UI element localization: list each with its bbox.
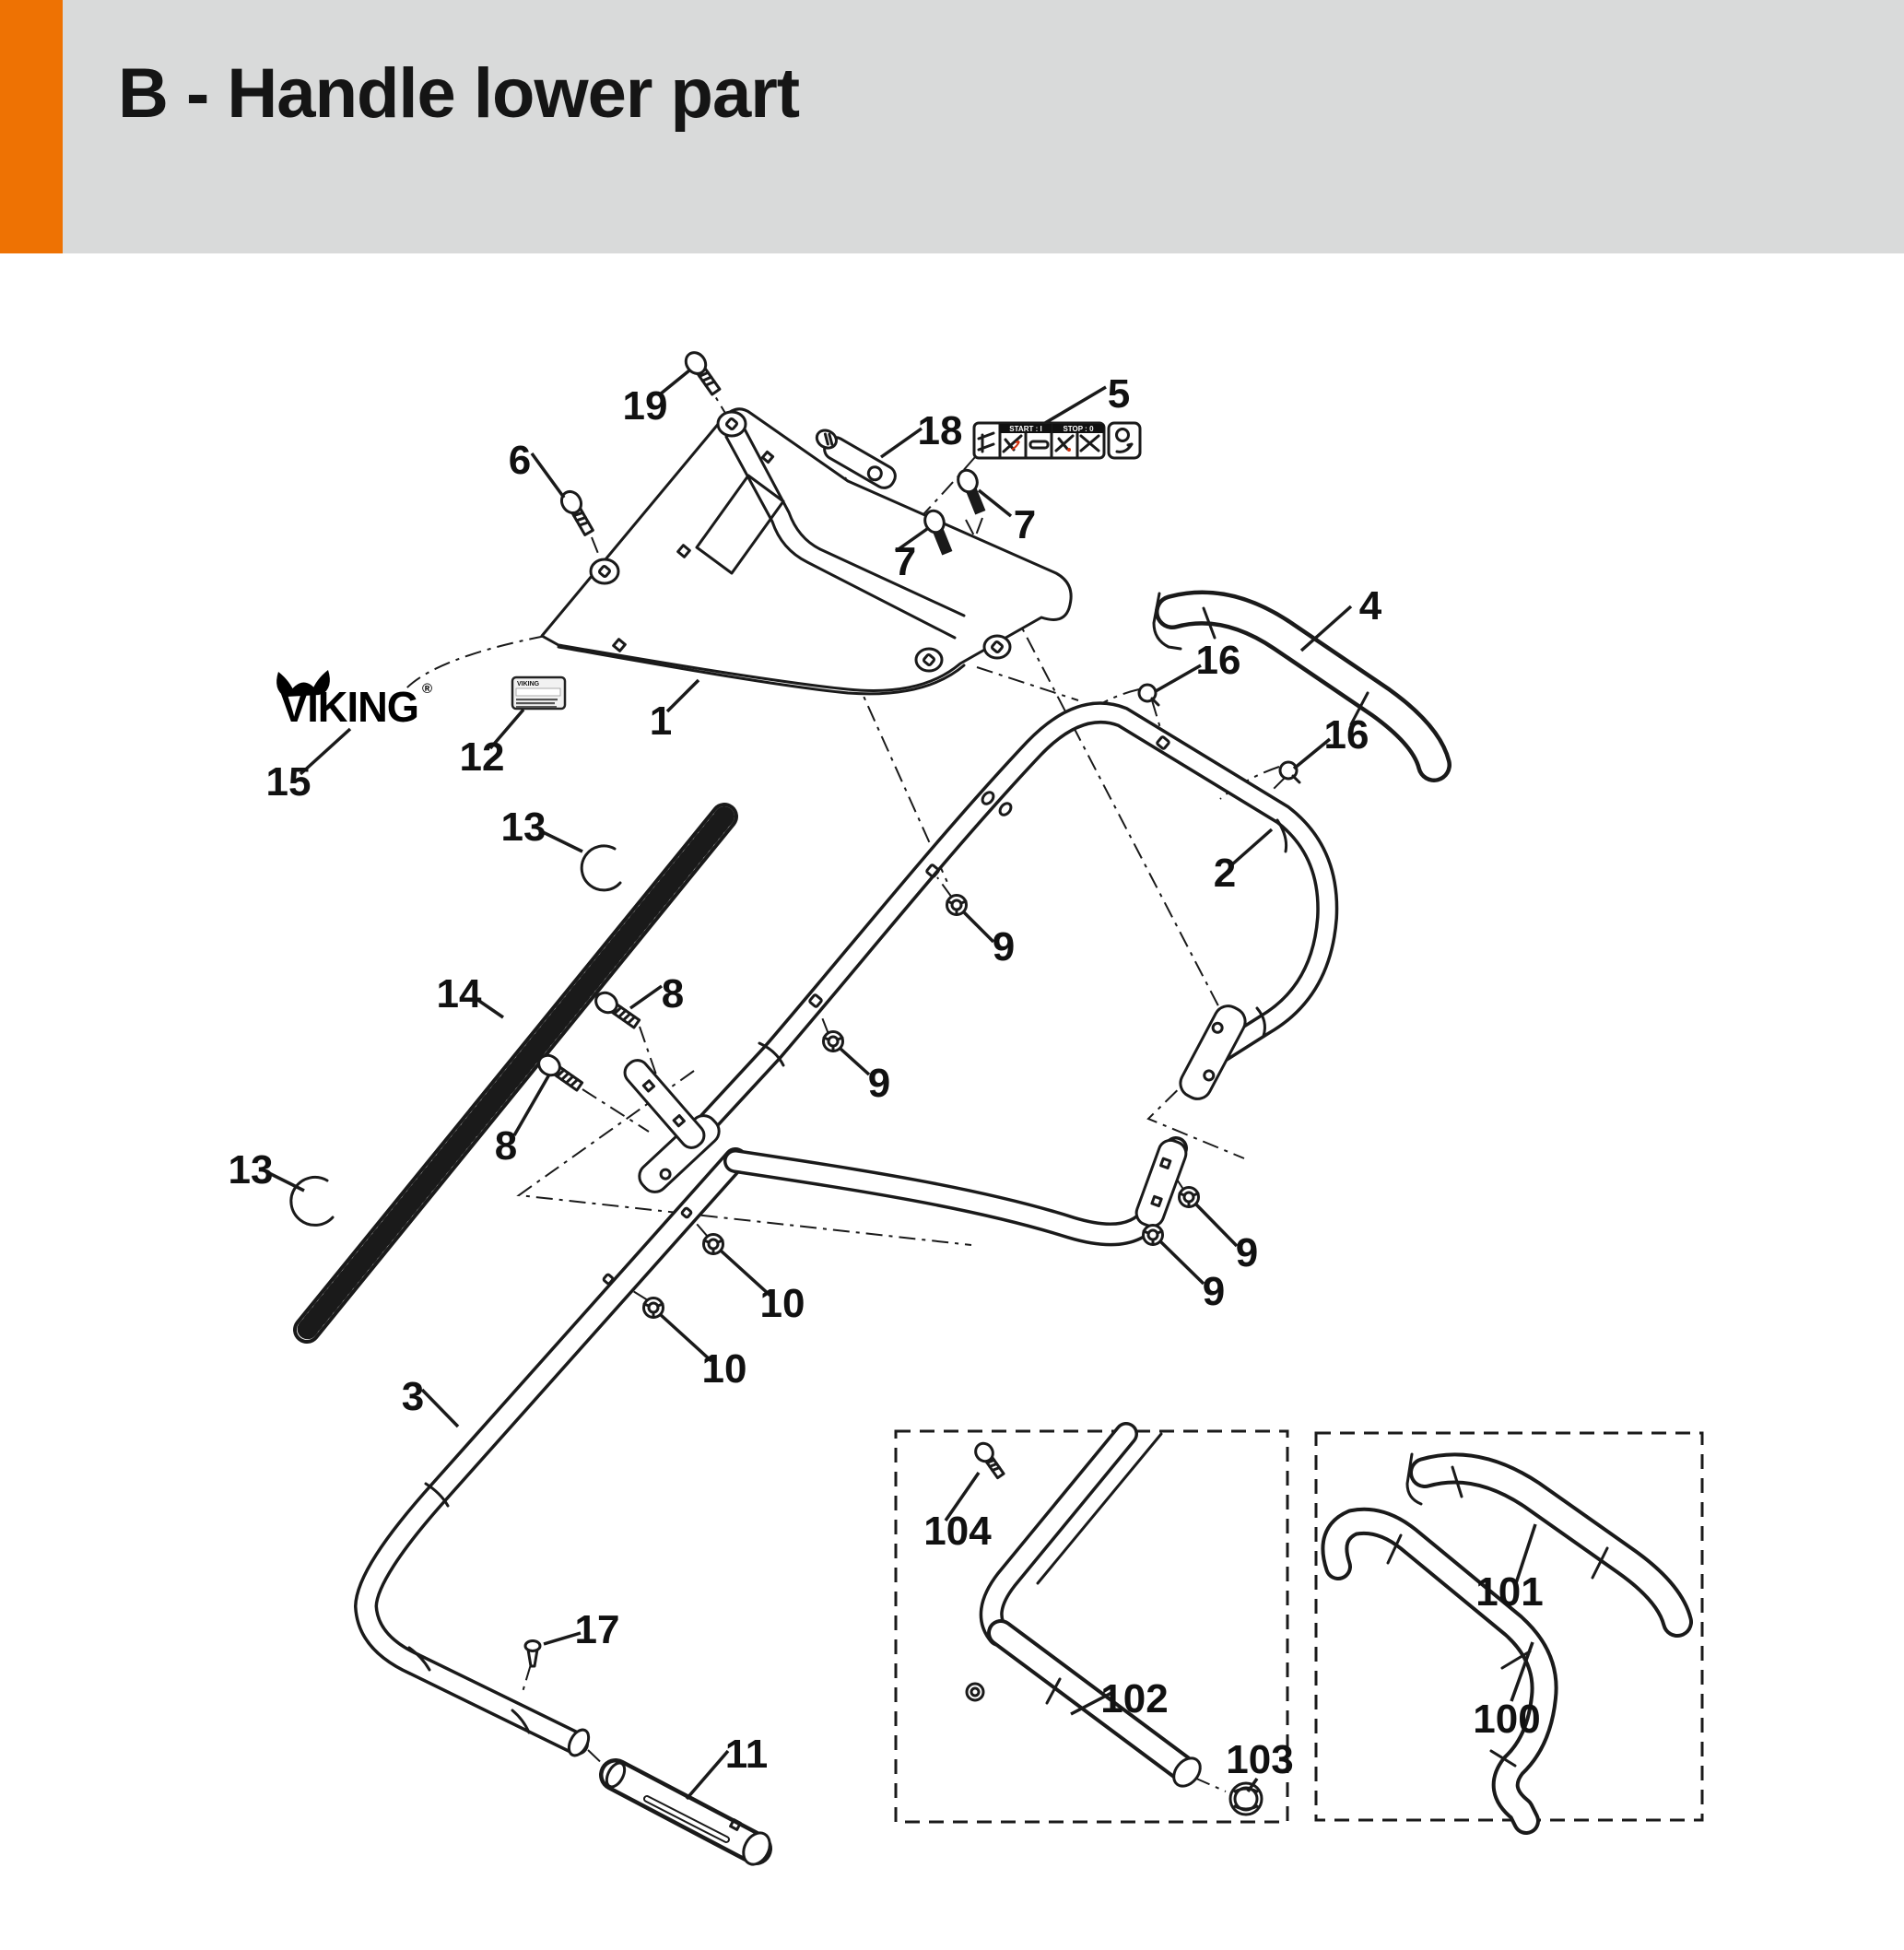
callout-100: 100 (1473, 1697, 1541, 1742)
callout-9-c: 9 (1235, 1230, 1259, 1275)
callout-103: 103 (1226, 1737, 1294, 1782)
nut-9-a (947, 896, 967, 915)
cable-clamp-strip (620, 1056, 709, 1153)
callout-12: 12 (459, 734, 505, 780)
callout-3: 3 (401, 1374, 425, 1419)
callout-10-a: 10 (759, 1281, 805, 1326)
nut-9-b (824, 1032, 843, 1051)
callout-4: 4 (1358, 583, 1382, 628)
callout-14: 14 (436, 971, 482, 1016)
nut-10-a (704, 1235, 723, 1254)
viking-logo (276, 670, 432, 731)
clip-13-upper (582, 846, 620, 890)
viking-logo-text: VIKING (280, 683, 418, 731)
callout-8-lower: 8 (494, 1123, 518, 1169)
callout-6: 6 (508, 438, 532, 483)
callout-9-b: 9 (867, 1061, 891, 1106)
callout-1: 1 (649, 699, 673, 744)
part-3-right-bracket (1133, 1137, 1189, 1229)
callout-11: 11 (724, 1732, 769, 1777)
callout-10-b: 10 (701, 1346, 747, 1392)
callout-13-lower: 13 (228, 1147, 274, 1192)
callout-101: 101 (1475, 1569, 1544, 1615)
callout-19: 19 (622, 383, 668, 429)
part-2-upper-handlebar (634, 712, 1327, 1197)
callout-18: 18 (917, 408, 963, 453)
callout-9-a: 9 (992, 924, 1016, 969)
callout-2: 2 (1213, 851, 1237, 896)
part-5-safety-decal (974, 423, 1140, 458)
callout-17: 17 (574, 1607, 620, 1652)
callout-5: 5 (1107, 371, 1131, 417)
screw-8-upper (592, 989, 641, 1031)
page-title: B - Handle lower part (118, 54, 800, 133)
callout-7-right: 7 (1013, 502, 1037, 547)
callout-16-upper: 16 (1195, 638, 1241, 683)
registered-mark: ® (422, 681, 433, 697)
callout-9-d: 9 (1202, 1269, 1226, 1314)
callout-16-lower: 16 (1323, 712, 1369, 758)
callout-102: 102 (1100, 1676, 1169, 1721)
screw-7-right (955, 467, 989, 515)
cap-103 (1230, 1783, 1262, 1815)
callout-13-upper: 13 (500, 805, 547, 850)
callout-8-upper: 8 (661, 971, 685, 1016)
callout-104: 104 (923, 1509, 992, 1554)
decal-start-text: START : I (1009, 425, 1042, 433)
callout-15: 15 (265, 759, 311, 805)
part-12-model-decal (512, 677, 565, 709)
inset-box-2 (1316, 1433, 1702, 1821)
decal-stop-text: STOP : 0 (1063, 425, 1094, 433)
clip-13-lower (291, 1177, 333, 1225)
callout-7-left: 7 (893, 539, 917, 584)
screw-16-upper (1139, 685, 1158, 705)
model-decal-brand: VIKING (517, 681, 540, 687)
screw-17 (525, 1641, 540, 1667)
